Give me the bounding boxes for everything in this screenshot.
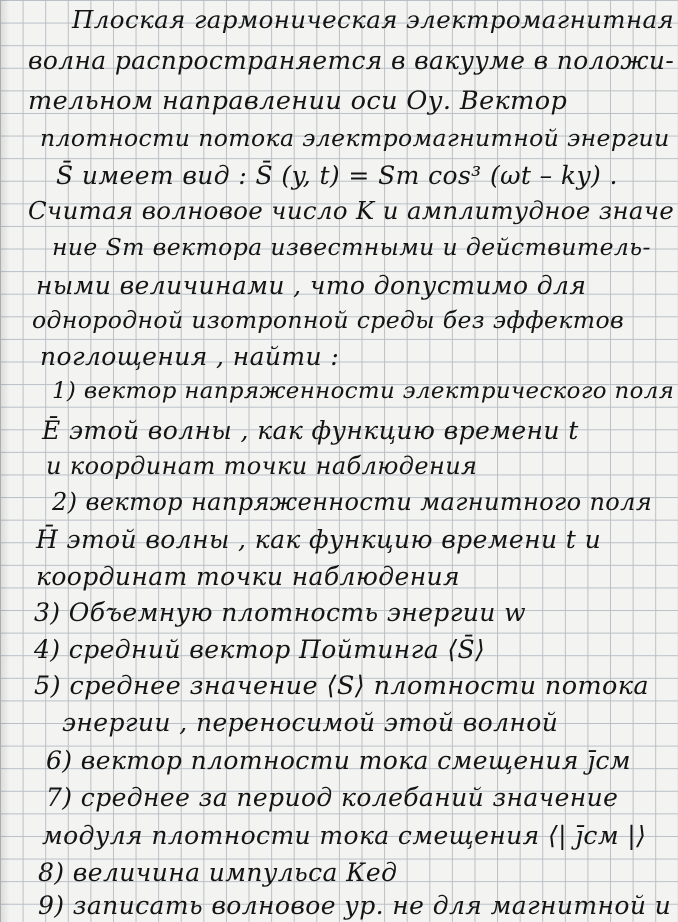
text-line-9: однородной изотропной среды без эффектов — [32, 306, 625, 334]
text-line-16: координат точки наблюдения — [36, 562, 461, 591]
text-line-22: 7) среднее за период колебаний значение — [46, 783, 619, 812]
page-edge-shadow — [0, 0, 10, 922]
text-line-17: 3) Объемную плотность энергии w — [34, 598, 526, 627]
text-line-5: S̄ имеет вид : S̄ (y, t) = Sm cos³ (ωt – ky) . — [56, 161, 618, 190]
text-line-23: модуля плотности тока смещения ⟨| j̄см |⟩ — [42, 821, 647, 850]
text-line-6: Считая волновое число K и амплитудное значе — [28, 196, 675, 225]
text-line-4: плотности потока электромагнитной энергии — [40, 124, 670, 152]
text-line-3: тельном направлении оси Оу. Вектор — [28, 86, 568, 116]
text-line-8: ными величинами , что допустимо для — [36, 271, 587, 300]
text-line-1: Плоская гармоническая электромагнитная — [72, 5, 675, 34]
text-line-21: 6) вектор плотности тока смещения j̄см — [46, 746, 631, 775]
text-line-7: ние Sm вектора известными и действитель- — [52, 233, 651, 261]
text-line-24: 8) величина импульса Кед — [38, 858, 398, 887]
text-line-11: 1) вектор напряженности электрического поля — [52, 378, 675, 404]
text-line-13: и координат точки наблюдения — [46, 452, 478, 480]
text-line-15: H̄ этой волны , как функцию времени t и — [36, 525, 602, 554]
text-line-12: Ē этой волны , как функцию времени t — [42, 416, 579, 445]
text-line-10: поглощения , найти : — [40, 342, 340, 371]
text-line-20: энергии , переносимой этой волной — [62, 708, 559, 737]
text-line-2: волна распространяется в вакууме в положи- — [28, 46, 675, 75]
text-line-14: 2) вектор напряженности магнитного поля — [52, 488, 653, 516]
text-line-25: 9) записать волновое ур. не для магнитной и — [38, 891, 672, 920]
text-line-19: 5) среднее значение ⟨S⟩ плотности потока — [34, 671, 650, 701]
text-line-18: 4) средний вектор Пойтинга ⟨S̄⟩ — [34, 635, 486, 664]
